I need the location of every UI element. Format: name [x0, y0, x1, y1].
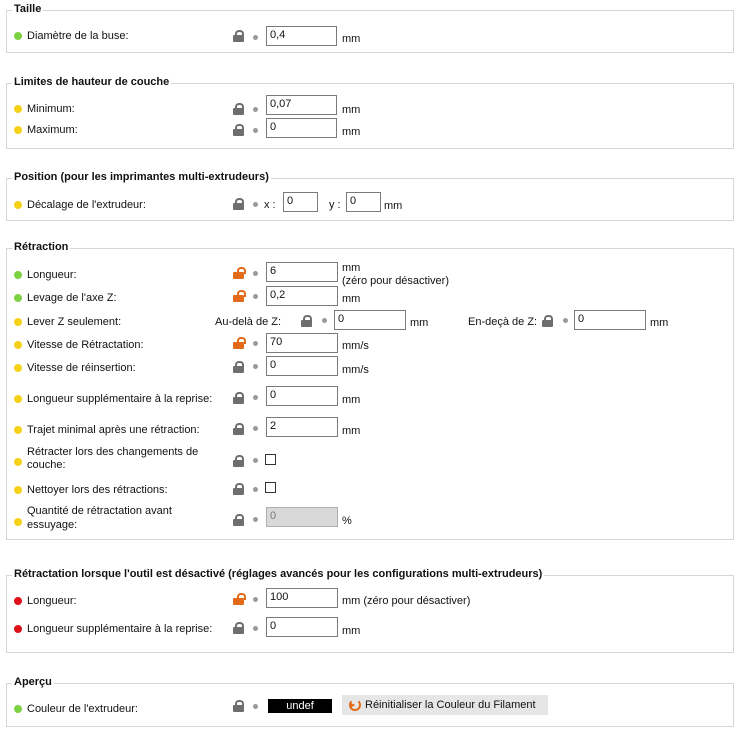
retract-length-note: (zéro pour désactiver): [342, 275, 449, 287]
status-dot-green: [14, 271, 22, 279]
toolchange-extra-label: Longueur supplémentaire à la reprise:: [27, 623, 213, 635]
status-dot-yellow: [14, 426, 22, 434]
offset-y-label: y :: [329, 199, 341, 211]
default-dot-icon[interactable]: [563, 318, 568, 323]
default-dot-icon[interactable]: [253, 458, 258, 463]
default-dot-icon[interactable]: [253, 487, 258, 492]
default-dot-icon[interactable]: [253, 294, 258, 299]
lock-icon[interactable]: [233, 103, 244, 115]
layer-max-input[interactable]: 0: [266, 118, 337, 138]
toolchange-length-label: Longueur:: [27, 595, 77, 607]
below-z-input[interactable]: 0: [574, 310, 646, 330]
nozzle-diameter-unit: mm: [342, 33, 361, 45]
status-dot-green: [14, 32, 22, 40]
section-title-preview: Aperçu: [14, 676, 52, 688]
default-dot-icon[interactable]: [253, 35, 258, 40]
only-lift-label: Lever Z seulement:: [27, 316, 122, 328]
before-wipe-label-line2: essuyage:: [27, 519, 78, 531]
lock-icon[interactable]: [542, 315, 553, 327]
wipe-label: Nettoyer lors des rétractions:: [27, 484, 168, 496]
layer-min-unit: mm: [342, 104, 361, 116]
extruder-color-label: Couleur de l'extrudeur:: [27, 703, 138, 715]
section-title-layer-height: Limites de hauteur de couche: [14, 76, 170, 88]
min-travel-input[interactable]: 2: [266, 417, 338, 437]
layer-max-unit: mm: [342, 126, 361, 138]
retract-length-unit: mm: [342, 262, 361, 274]
above-z-label: Au-delà de Z:: [215, 316, 282, 328]
lock-icon[interactable]: [233, 700, 244, 712]
lock-icon[interactable]: [301, 315, 312, 327]
before-wipe-label-line1: Quantité de rétractation avant: [27, 505, 172, 517]
section-title-position: Position (pour les imprimantes multi-extrudeurs): [14, 171, 269, 183]
default-dot-icon[interactable]: [253, 704, 258, 709]
deretract-speed-label: Vitesse de réinsertion:: [27, 362, 136, 374]
extruder-offset-label: Décalage de l'extrudeur:: [27, 199, 146, 211]
status-dot-yellow: [14, 201, 22, 209]
status-dot-yellow: [14, 126, 22, 134]
default-dot-icon[interactable]: [253, 107, 258, 112]
offset-unit: mm: [384, 200, 403, 212]
toolchange-extra-input[interactable]: 0: [266, 617, 338, 637]
status-dot-red: [14, 625, 22, 633]
default-dot-icon[interactable]: [253, 271, 258, 276]
deretract-speed-unit: mm/s: [342, 364, 369, 376]
default-dot-icon[interactable]: [253, 597, 258, 602]
default-dot-icon[interactable]: [253, 202, 258, 207]
lock-icon[interactable]: [233, 622, 244, 634]
lift-z-input[interactable]: 0,2: [266, 286, 338, 306]
unlock-icon[interactable]: [233, 593, 244, 605]
offset-x-input[interactable]: 0: [283, 192, 318, 212]
layer-min-label: Minimum:: [27, 103, 75, 115]
toolchange-extra-unit: mm: [342, 625, 361, 637]
retract-speed-label: Vitesse de Rétractation:: [27, 339, 144, 351]
min-travel-label: Trajet minimal après une rétraction:: [27, 424, 200, 436]
nozzle-diameter-input[interactable]: 0,4: [266, 26, 337, 46]
before-wipe-input[interactable]: 0: [266, 507, 338, 527]
section-layer-height: [6, 83, 734, 149]
status-dot-yellow: [14, 341, 22, 349]
default-dot-icon[interactable]: [253, 364, 258, 369]
status-dot-yellow: [14, 364, 22, 372]
section-title-toolchange: Rétractation lorsque l'outil est désactivé (réglages avancés pour les configurations multi-extrudeurs): [14, 568, 543, 580]
unlock-icon[interactable]: [233, 290, 244, 302]
section-title-taille: Taille: [14, 3, 42, 15]
above-z-input[interactable]: 0: [334, 310, 406, 330]
unlock-icon[interactable]: [233, 337, 244, 349]
status-dot-yellow: [14, 318, 22, 326]
default-dot-icon[interactable]: [322, 318, 327, 323]
extra-length-label: Longueur supplémentaire à la reprise:: [27, 393, 213, 405]
above-z-unit: mm: [410, 317, 429, 329]
nozzle-diameter-label: Diamètre de la buse:: [27, 30, 129, 42]
default-dot-icon[interactable]: [253, 517, 258, 522]
reset-filament-color-label: Réinitialiser la Couleur du Filament: [365, 699, 536, 711]
lock-icon[interactable]: [233, 198, 244, 210]
default-dot-icon[interactable]: [253, 426, 258, 431]
lock-icon[interactable]: [233, 361, 244, 373]
lock-icon[interactable]: [233, 124, 244, 136]
extra-length-unit: mm: [342, 394, 361, 406]
layer-max-label: Maximum:: [27, 124, 78, 136]
lock-icon[interactable]: [233, 455, 244, 467]
below-z-label: En-deçà de Z:: [468, 316, 538, 328]
offset-y-input[interactable]: 0: [346, 192, 381, 212]
default-dot-icon[interactable]: [253, 341, 258, 346]
section-title-retraction: Rétraction: [14, 241, 69, 253]
wipe-checkbox[interactable]: [265, 482, 276, 493]
status-dot-green: [14, 705, 22, 713]
lock-icon[interactable]: [233, 423, 244, 435]
default-dot-icon[interactable]: [253, 626, 258, 631]
retract-length-input[interactable]: 6: [266, 262, 338, 282]
layer-change-label-line1: Rétracter lors des changements de: [27, 446, 199, 458]
retract-speed-unit: mm/s: [342, 340, 369, 352]
retract-length-label: Longueur:: [27, 269, 77, 281]
undo-arrow-icon: [349, 699, 361, 711]
lock-icon[interactable]: [233, 30, 244, 42]
layer-change-checkbox[interactable]: [265, 454, 276, 465]
status-dot-red: [14, 597, 22, 605]
status-dot-yellow: [14, 486, 22, 494]
reset-filament-color-button[interactable]: [342, 695, 548, 715]
extruder-color-swatch[interactable]: undef: [268, 699, 332, 713]
lock-icon[interactable]: [233, 514, 244, 526]
toolchange-length-unit: mm (zéro pour désactiver): [342, 595, 471, 607]
lift-z-unit: mm: [342, 293, 361, 305]
offset-x-label: x :: [264, 199, 276, 211]
status-dot-yellow: [14, 105, 22, 113]
section-toolchange: [6, 575, 734, 653]
deretract-speed-input[interactable]: 0: [266, 356, 338, 376]
layer-min-input[interactable]: 0,07: [266, 95, 337, 115]
extra-length-input[interactable]: 0: [266, 386, 338, 406]
lift-z-label: Levage de l'axe Z:: [27, 292, 117, 304]
status-dot-yellow: [14, 458, 22, 466]
before-wipe-unit: %: [342, 515, 352, 527]
unlock-icon[interactable]: [233, 267, 244, 279]
below-z-unit: mm: [650, 317, 669, 329]
lock-icon[interactable]: [233, 392, 244, 404]
status-dot-yellow: [14, 395, 22, 403]
lock-icon[interactable]: [233, 483, 244, 495]
min-travel-unit: mm: [342, 425, 361, 437]
status-dot-green: [14, 294, 22, 302]
status-dot-yellow: [14, 518, 22, 526]
toolchange-length-input[interactable]: 100: [266, 588, 338, 608]
layer-change-label-line2: couche:: [27, 459, 66, 471]
default-dot-icon[interactable]: [253, 395, 258, 400]
default-dot-icon[interactable]: [253, 128, 258, 133]
retract-speed-input[interactable]: 70: [266, 333, 338, 353]
